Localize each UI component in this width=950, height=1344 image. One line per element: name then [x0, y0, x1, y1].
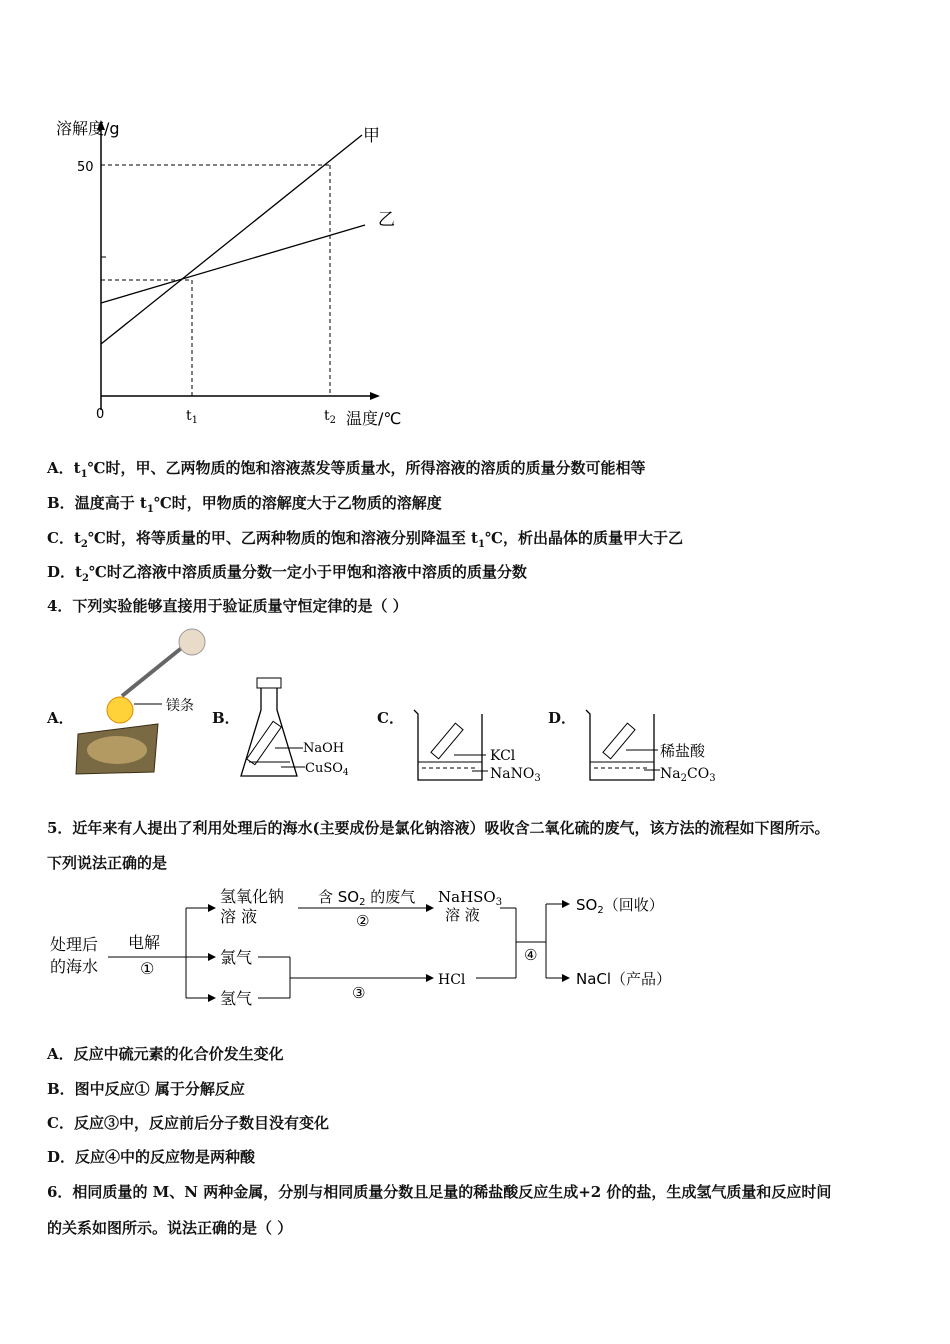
small-tube — [603, 723, 635, 759]
q4-option-c-figure — [412, 708, 552, 788]
flow-step2-arrow — [426, 904, 434, 912]
q5-option-c: C．反应③中，反应前后分子数目没有变化 — [47, 1114, 329, 1132]
q4-c-label2: NaNO$_3$ — [490, 766, 541, 784]
burning-flame — [107, 697, 133, 723]
series-yi-line — [101, 225, 365, 303]
q4-d-label1: 稀盐酸 — [660, 742, 706, 760]
series-yi-label: 乙 — [378, 210, 395, 230]
beaker — [414, 710, 482, 780]
q6-stem-line1: 6．相同质量的 M、N 两种金属，分别与相同质量分数且足量的稀盐酸反应生成+2 价的盐，生成氢气质量和反应时间 — [47, 1183, 832, 1201]
flow-source-line1: 处理后 — [50, 935, 99, 954]
flow-hcl: HCl — [438, 972, 466, 988]
q5-flow-diagram — [40, 880, 740, 1020]
series-jia-line — [101, 135, 362, 344]
flow-step2-num: ② — [356, 912, 370, 930]
flow-step3-arrow — [426, 974, 434, 982]
q4-b-label2: CuSO$_4$ — [305, 761, 349, 778]
flow-out-so2: $SO_2$（回收） — [576, 896, 664, 916]
flow-to-naoh-arrow — [208, 904, 216, 912]
flow-to-h2-arrow — [208, 994, 216, 1002]
flow-source-line2: 的海水 — [50, 957, 99, 976]
flow-out-nacl: NaCl（产品） — [576, 970, 672, 988]
flow-step1-label: 电解 — [128, 933, 161, 952]
flow-nahso3-line2: 溶 液 — [445, 906, 480, 924]
ash-pile — [87, 736, 147, 764]
q4-c-label1: KCl — [490, 748, 516, 764]
q4-option-b-letter: B． — [212, 709, 240, 727]
q4-option-d-figure — [584, 708, 734, 788]
q5-option-a: A．反应中硫元素的化合价发生变化 — [47, 1045, 284, 1063]
q4-option-a-letter: A． — [47, 709, 74, 727]
inner-tube — [247, 721, 282, 764]
x-axis-label: 温度/℃ — [346, 409, 402, 428]
flow-step3-num: ③ — [352, 984, 366, 1002]
conical-flask — [241, 688, 297, 776]
flow-nahso3-line1: NaHSO$_3$ — [438, 888, 503, 908]
q4-d-label2: $Na_2CO_3$ — [660, 766, 716, 784]
q5-stem-line2: 下列说法正确的是 — [47, 854, 168, 872]
q4-option-b-figure — [235, 676, 375, 786]
q3-option-d: D．$t_2℃$时乙溶液中溶质质量分数一定小于甲饱和溶液中溶质的质量分数 — [47, 563, 527, 584]
q4-option-a-figure — [72, 626, 212, 776]
flow-naoh-line1: 氢氧化钠 — [220, 887, 285, 906]
flow-to-so2-arrow — [562, 900, 570, 908]
flow-naoh-line2: 溶 液 — [220, 907, 258, 926]
q4-b-label1: NaOH — [303, 741, 345, 756]
q4-stem: 4．下列实验能够直接用于验证质量守恒定律的是（ ） — [47, 597, 408, 615]
tongs — [122, 646, 184, 696]
q4-option-c-letter: C． — [377, 709, 404, 727]
flow-to-nacl-arrow — [562, 974, 570, 982]
x-tick-t1: $t_1$ — [186, 408, 199, 426]
small-tube — [431, 723, 463, 759]
q5-option-b: B．图中反应① 属于分解反应 — [47, 1080, 245, 1098]
series-jia-label: 甲 — [363, 126, 380, 146]
x-axis-arrow — [370, 392, 380, 400]
q3-option-b: B．温度高于 $t_1℃$时，甲物质的溶解度大于乙物质的溶解度 — [47, 494, 442, 515]
q3-option-a: A．$t_1℃$时，甲、乙两物质的饱和溶液蒸发等质量水，所得溶液的溶质的质量分数可能相等 — [47, 459, 646, 480]
flow-step4-num: ④ — [524, 946, 538, 964]
flow-h2: 氢气 — [220, 989, 253, 1008]
q4-option-d-letter: D． — [548, 709, 577, 727]
q5-stem-line1: 5．近年来有人提出了利用处理后的海水(主要成份是氯化钠溶液）吸收含二氧化硫的废气，该方法的流程如下图所示。 — [47, 819, 830, 837]
q5-option-d: D．反应④中的反应物是两种酸 — [47, 1148, 256, 1166]
q3-option-c: C．$t_2℃$时，将等质量的甲、乙两种物质的饱和溶液分别降温至 $t_1℃$，析出晶体的质量甲大于乙 — [47, 529, 683, 550]
q6-stem-line2: 的关系如图所示。说法正确的是（ ） — [47, 1219, 293, 1237]
beaker — [586, 710, 654, 780]
flow-step2-label: 含 $SO_2$ 的废气 — [318, 888, 416, 908]
y-axis-label: 溶解度/g — [56, 119, 120, 138]
flow-cl2: 氯气 — [220, 948, 253, 967]
solubility-chart — [40, 110, 420, 440]
flow-to-cl2-arrow — [208, 953, 216, 961]
x-tick-t2: $t_2$ — [324, 408, 337, 426]
y-tick-label: 50 — [77, 160, 94, 175]
flask-stopper — [257, 678, 281, 688]
flow-step1-num: ① — [140, 959, 155, 978]
hand — [179, 629, 205, 655]
q4-a-label: 镁条 — [166, 698, 194, 714]
origin-label: 0 — [96, 407, 105, 422]
